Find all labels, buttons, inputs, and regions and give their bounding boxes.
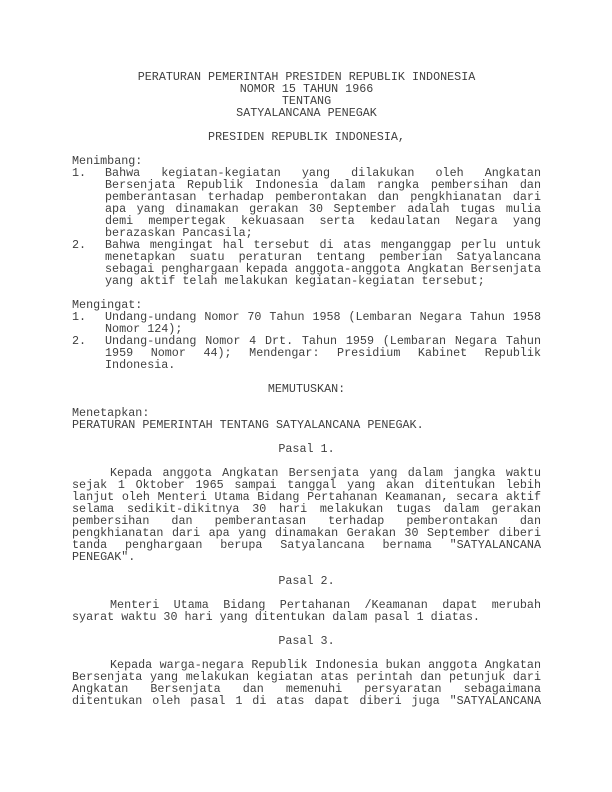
mengingat-item-2 xyxy=(72,335,541,371)
title-line-tentang: TENTANG xyxy=(281,94,332,108)
mengingat-label: Mengingat: xyxy=(72,298,143,312)
decision-heading: MEMUTUSKAN: xyxy=(267,382,346,396)
article-2-body: Menteri Utama Bidang Pertahanan /Keamanan dapat merubah syarat waktu 30 hari yang ditentukan dalam pasal 1 diatas. xyxy=(72,598,541,624)
document-title-block xyxy=(72,71,541,119)
title-line-regulation: PERATURAN PEMERINTAH PRESIDEN REPUBLIK INDONESIA xyxy=(137,70,476,84)
spacer xyxy=(72,287,541,299)
menimbang-section xyxy=(72,155,541,287)
clause-text: Bahwa kegiatan-kegiatan yang dilakukan oleh Angkatan Bersenjata Republik Indonesia dalam rangka pembersihan dan pemberantasan terhadap pemberontakan dan pengkhianatan dari apa yang dinamakan gerakan 30 September adalah tugas mulia demi mempertegak kekuasaan serta kedaulatan Negara yang berazaskan Pancasila; xyxy=(105,166,541,240)
spacer xyxy=(72,143,541,155)
article-3-body: Kepada warga-negara Republik Indonesia bukan anggota Angkatan Bersenjata yang melakukan kegiatan atas perintah dan petunjuk dari Angkatan Bersenjata dan memenuhi persyaratan sebagaimana ditentukan oleh pasal 1 di atas dapat diberi juga "SATYALANCANA xyxy=(72,658,541,708)
clause-text: Undang-undang Nomor 4 Drt. Tahun 1959 (Lembaran Negara Tahun 1959 Nomor 44); Mendengar: Presidium Kabinet Republik Indonesia. xyxy=(105,334,541,372)
menimbang-item-1 xyxy=(72,167,541,239)
article-1-heading: Pasal 1. xyxy=(278,442,335,456)
article-1-body: Kepada anggota Angkatan Bersenjata yang dalam jangka waktu sejak 1 Oktober 1965 sampai tanggal yang akan ditentukan lebih lanjut oleh Menteri Utama Bidang Pertahanan Keamanan, secara aktif selama sedikit-dikitnya 30 hari melakukan tugas dalam gerakan pembersihan dan pemberantasan terhadap pemberontakan dan pengkhianatan dari apa yang dinamakan Gerakan 30 September diberi tanda penghargaan berupa Satyalancana bernama "SATYALANCANA PENEGAK". xyxy=(72,466,541,564)
menimbang-item-2 xyxy=(72,239,541,287)
menimbang-label: Menimbang: xyxy=(72,154,143,168)
menetapkan-text: PERATURAN PEMERINTAH TENTANG SATYALANCANA PENEGAK. xyxy=(72,418,424,432)
clause-number: 1. xyxy=(72,310,87,324)
clause-text: Undang-undang Nomor 70 Tahun 1958 (Lembaran Negara Tahun 1958 Nomor 124); xyxy=(105,310,541,336)
title-line-subject: SATYALANCANA PENEGAK xyxy=(236,106,377,120)
clause-text: Bahwa mengingat hal tersebut di atas menganggap perlu untuk menetapkan suatu peraturan tentang pemberian Satyalancana sebagai penghargaan kepada anggota-anggota Angkatan Bersenjata yang aktif telah melakukan kegiatan-kegiatan tersebut; xyxy=(105,238,542,288)
menetapkan-label: Menetapkan: xyxy=(72,406,150,420)
article-2-heading: Pasal 2. xyxy=(278,574,335,588)
clause-number: 1. xyxy=(72,166,87,180)
title-line-number: NOMOR 15 TAHUN 1966 xyxy=(239,82,374,96)
menetapkan-section xyxy=(72,407,541,431)
document-content xyxy=(72,71,541,707)
issuer-line: PRESIDEN REPUBLIK INDONESIA, xyxy=(208,130,405,144)
clause-number: 2. xyxy=(72,238,87,252)
mengingat-item-1 xyxy=(72,311,541,335)
mengingat-section xyxy=(72,299,541,371)
clause-number: 2. xyxy=(72,334,87,348)
article-3-heading: Pasal 3. xyxy=(278,634,335,648)
